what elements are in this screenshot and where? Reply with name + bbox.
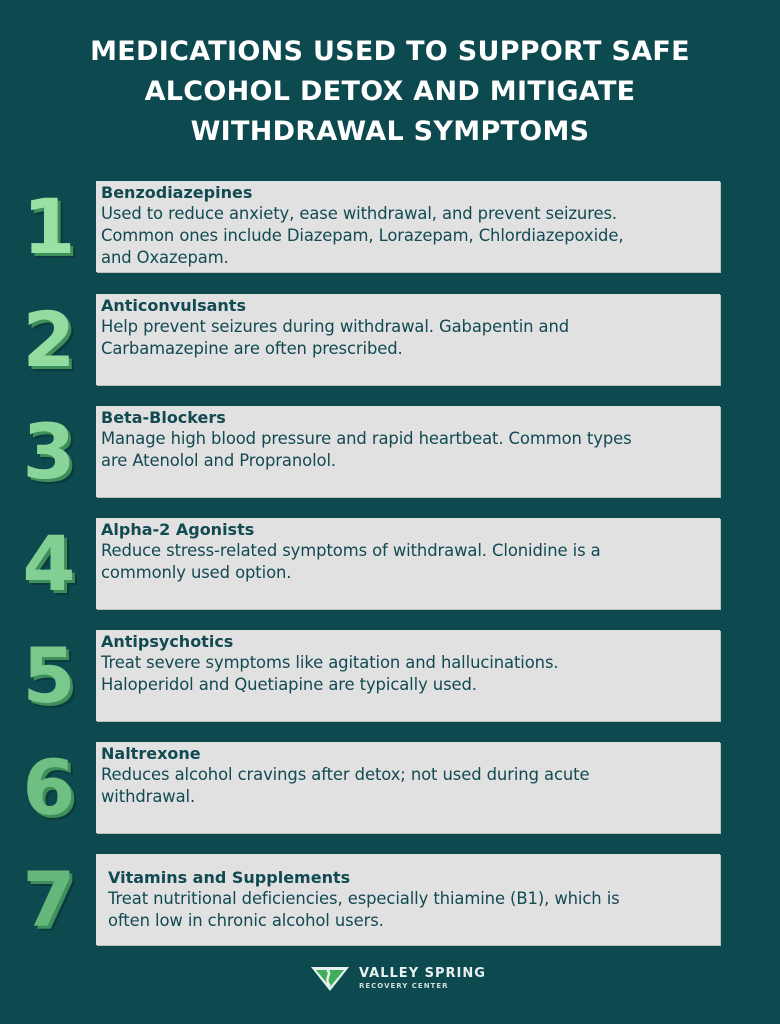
medication-heading: Vitamins and Supplements xyxy=(108,868,351,887)
medication-heading: Naltrexone xyxy=(101,744,201,763)
page-title xyxy=(0,32,780,152)
medication-description-line: Haloperidol and Quetiapine are typically used. xyxy=(101,675,477,694)
list-item xyxy=(0,854,780,946)
medication-card xyxy=(96,294,720,385)
list-item xyxy=(0,294,780,386)
medication-heading: Alpha-2 Agonists xyxy=(101,520,255,539)
medication-description-line: Reduce stress-related symptoms of withdrawal. Clonidine is a xyxy=(101,541,601,560)
item-number: 6 xyxy=(22,743,76,832)
medication-description-line: withdrawal. xyxy=(101,787,196,806)
logo-name: VALLEY SPRING xyxy=(359,966,486,981)
list-item xyxy=(0,518,780,610)
medication-description-line: Carbamazepine are often prescribed. xyxy=(101,339,403,358)
list-item xyxy=(0,742,780,834)
medication-heading: Anticonvulsants xyxy=(101,296,246,315)
medication-description-line: Treat nutritional deficiencies, especially thiamine (B1), which is xyxy=(108,889,620,908)
item-number: 7 xyxy=(22,855,76,944)
list-item xyxy=(0,630,780,722)
title-line: MEDICATIONS USED TO SUPPORT SAFE xyxy=(90,36,690,67)
medication-card xyxy=(96,518,720,609)
item-number: 4 xyxy=(22,519,76,608)
medication-description-line: are Atenolol and Propranolol. xyxy=(101,451,337,470)
item-number: 1 xyxy=(22,182,76,271)
valley-logo-icon xyxy=(311,966,349,992)
medication-card xyxy=(96,630,720,721)
medication-description-line: Treat severe symptoms like agitation and hallucinations. xyxy=(101,653,559,672)
logo-subtitle: RECOVERY CENTER xyxy=(359,982,449,990)
medication-description-line: Common ones include Diazepam, Lorazepam, Chlordiazepoxide, xyxy=(101,226,624,245)
medication-heading: Beta-Blockers xyxy=(101,408,226,427)
medication-description-line: Reduces alcohol cravings after detox; not used during acute xyxy=(101,765,590,784)
medication-heading: Antipsychotics xyxy=(101,632,234,651)
medication-description-line: Help prevent seizures during withdrawal. Gabapentin and xyxy=(101,317,570,336)
valley-spring-logo xyxy=(311,966,486,992)
medication-description-line: and Oxazepam. xyxy=(101,248,229,267)
medication-heading: Benzodiazepines xyxy=(101,183,253,202)
list-item xyxy=(0,406,780,498)
medication-card xyxy=(96,181,720,272)
title-line: WITHDRAWAL SYMPTOMS xyxy=(190,116,590,147)
medication-description-line: commonly used option. xyxy=(101,563,292,582)
medication-description-line: often low in chronic alcohol users. xyxy=(108,911,384,930)
medication-description-line: Used to reduce anxiety, ease withdrawal, and prevent seizures. xyxy=(101,204,618,223)
title-line: ALCOHOL DETOX AND MITIGATE xyxy=(144,76,636,107)
list-item xyxy=(0,181,780,273)
medication-card xyxy=(96,406,720,497)
item-number: 3 xyxy=(22,407,76,496)
item-number: 5 xyxy=(22,631,76,720)
medication-card xyxy=(96,742,720,833)
medication-description-line: Manage high blood pressure and rapid heartbeat. Common types xyxy=(101,429,632,448)
item-number: 2 xyxy=(22,295,76,384)
medication-card xyxy=(96,854,720,945)
